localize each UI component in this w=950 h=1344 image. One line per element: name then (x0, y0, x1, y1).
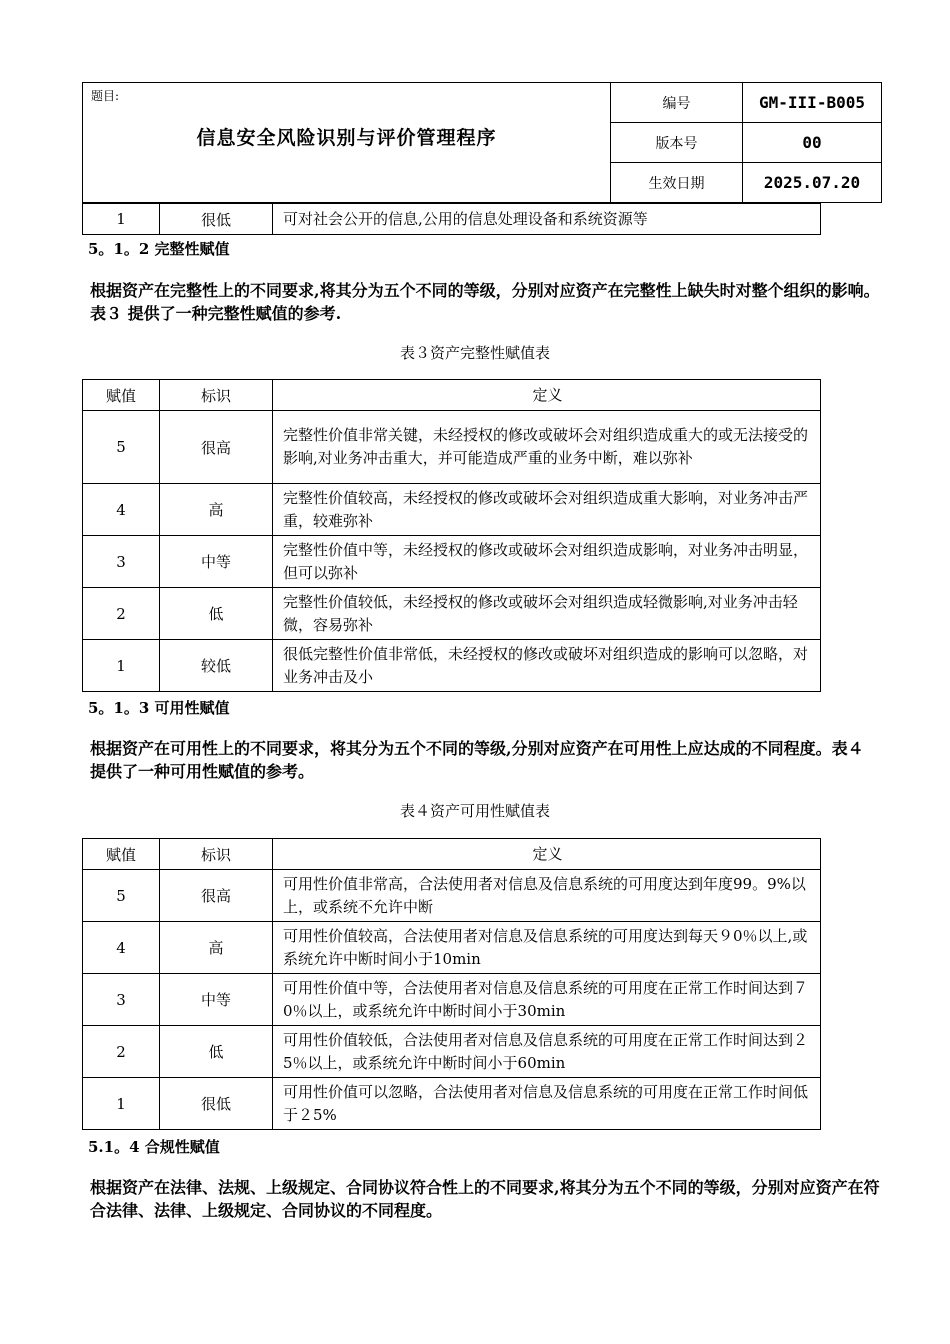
table-row (83, 588, 821, 640)
cell-value: 4 (83, 484, 160, 536)
cell-definition: 完整性价值较高，未经授权的修改或破坏会对组织造成重大影响，对业务冲击严重，较难弥补 (273, 484, 821, 536)
cell-definition: 完整性价值中等，未经授权的修改或破坏会对组织造成影响，对业务冲击明显，但可以弥补 (273, 536, 821, 588)
cell-mark: 很高 (160, 411, 273, 484)
table-row (83, 640, 821, 692)
cell-mark: 高 (160, 484, 273, 536)
table-row (83, 922, 821, 974)
cell-definition: 可用性价值非常高，合法使用者对信息及信息系统的可用度达到年度99。9%以上，或系统不允许中断 (273, 870, 821, 922)
cell-value: 1 (83, 1078, 160, 1130)
meta-key: 版本号 (611, 123, 743, 162)
integrity-table (82, 379, 821, 692)
table-header-row (83, 839, 821, 870)
cell-mark: 高 (160, 922, 273, 974)
title-cell (83, 83, 611, 202)
meta-key: 编号 (611, 83, 743, 122)
cell-mark: 较低 (160, 640, 273, 692)
cell-definition: 可用性价值中等，合法使用者对信息及信息系统的可用度在正常工作时间达到７0％以上，或系统允许中断时间小于30min (273, 974, 821, 1026)
table-row (83, 536, 821, 588)
table-caption-integrity: 表３资产完整性赋值表 (399, 344, 550, 362)
cell-value: 5 (83, 411, 160, 484)
cell-definition: 可用性价值较低，合法使用者对信息及信息系统的可用度在正常工作时间达到２5％以上，或系统允许中断时间小于60min (273, 1026, 821, 1078)
cell-definition: 很低完整性价值非常低，未经授权的修改或破坏对组织造成的影响可以忽略，对业务冲击及小 (273, 640, 821, 692)
section-heading-compliance: 5.1。4 合规性赋值 (88, 1138, 220, 1156)
document-title: 信息安全风险识别与评价管理程序 (196, 127, 497, 149)
meta-key: 生效日期 (611, 163, 743, 202)
column-header: 赋值 (83, 839, 160, 870)
meta-value: GM-III-B005 (759, 93, 865, 112)
meta-cells (611, 83, 881, 202)
cell-definition: 完整性价值较低，未经授权的修改或破坏会对组织造成轻微影响,对业务冲击轻微，容易弥补 (273, 588, 821, 640)
table-row (83, 411, 821, 484)
table-header-row (83, 380, 821, 411)
cell-definition: 可用性价值可以忽略，合法使用者对信息及信息系统的可用度在正常工作时间低于２5% (273, 1078, 821, 1130)
meta-row-number (611, 83, 881, 123)
meta-value: 2025.07.20 (763, 173, 861, 192)
cell-value: 5 (83, 870, 160, 922)
column-header: 赋值 (83, 380, 160, 411)
column-header: 定义 (273, 380, 821, 411)
paragraph-integrity: 根据资产在完整性上的不同要求,将其分为五个不同的等级，分别对应资产在完整性上缺失时对整个组织的影响。表３ 提供了一种完整性赋值的参考. (90, 281, 880, 323)
table-row (83, 1026, 821, 1078)
cell-mark: 很低 (160, 1078, 273, 1130)
table-row (83, 1078, 821, 1130)
table-row (83, 870, 821, 922)
title-label: 题目: (91, 89, 120, 103)
meta-value: 00 (802, 133, 822, 152)
availability-table (82, 838, 821, 1130)
prev-table-fragment (82, 203, 821, 235)
cell-mark: 低 (160, 1026, 273, 1078)
cell-mark: 中等 (160, 536, 273, 588)
cell-definition: 可对社会公开的信息,公用的信息处理设备和系统资源等 (273, 204, 821, 235)
column-header: 定义 (273, 839, 821, 870)
cell-mark: 很高 (160, 870, 273, 922)
section-heading-availability: 5。1。3 可用性赋值 (88, 699, 230, 717)
cell-value: 1 (83, 204, 160, 235)
table-row (83, 974, 821, 1026)
cell-value: 3 (83, 974, 160, 1026)
cell-value: 3 (83, 536, 160, 588)
paragraph-compliance: 根据资产在法律、法规、上级规定、合同协议符合性上的不同要求,将其分为五个不同的等级，分别对应资产在符合法律、法律、上级规定、合同协议的不同程度。 (90, 1178, 880, 1220)
cell-definition: 完整性价值非常关键，未经授权的修改或破坏会对组织造成重大的或无法接受的影响,对业务冲击重大，并可能造成严重的业务中断，难以弥补 (273, 411, 821, 484)
cell-mark: 低 (160, 588, 273, 640)
cell-value: 4 (83, 922, 160, 974)
cell-mark: 中等 (160, 974, 273, 1026)
cell-value: 1 (83, 640, 160, 692)
table-caption-availability: 表４资产可用性赋值表 (399, 802, 550, 820)
table-row (83, 204, 821, 235)
paragraph-availability: 根据资产在可用性上的不同要求，将其分为五个不同的等级,分别对应资产在可用性上应达成的不同程度。表４ 提供了一种可用性赋值的参考。 (90, 739, 864, 781)
document-header (82, 82, 882, 203)
table-row (83, 484, 821, 536)
cell-value: 2 (83, 588, 160, 640)
cell-definition: 可用性价值较高，合法使用者对信息及信息系统的可用度达到每天９0％以上,或系统允许中断时间小于10min (273, 922, 821, 974)
meta-row-version (611, 123, 881, 163)
cell-mark: 很低 (160, 204, 273, 235)
meta-row-date (611, 163, 881, 202)
column-header: 标识 (160, 839, 273, 870)
column-header: 标识 (160, 380, 273, 411)
section-heading-integrity: 5。1。2 完整性赋值 (88, 240, 230, 258)
cell-value: 2 (83, 1026, 160, 1078)
